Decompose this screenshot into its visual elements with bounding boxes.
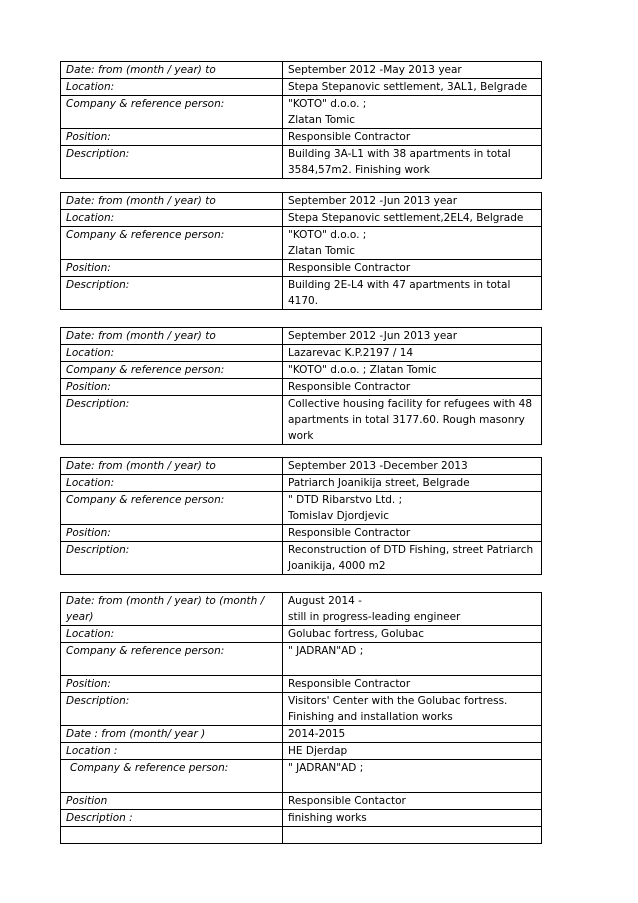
field-label-text: Description: bbox=[66, 695, 130, 707]
field-label-text: Position bbox=[66, 795, 108, 807]
table-row bbox=[61, 810, 542, 827]
table-row bbox=[61, 525, 542, 542]
table-row bbox=[61, 146, 542, 179]
field-value-line: Golubac fortress, Golubac bbox=[288, 628, 425, 640]
field-value bbox=[283, 227, 542, 260]
field-value bbox=[283, 492, 542, 525]
table-row bbox=[61, 193, 542, 210]
table-row bbox=[61, 593, 542, 626]
field-value bbox=[283, 676, 542, 693]
table-row bbox=[61, 396, 542, 445]
field-label bbox=[61, 210, 283, 227]
field-label bbox=[61, 193, 283, 210]
field-value bbox=[283, 379, 542, 396]
field-label bbox=[61, 379, 283, 396]
table-row bbox=[61, 345, 542, 362]
field-label-text: Position: bbox=[66, 262, 111, 274]
field-value bbox=[283, 475, 542, 492]
table-row bbox=[61, 379, 542, 396]
field-value-line: September 2012 -May 2013 year bbox=[288, 64, 462, 76]
field-label bbox=[61, 129, 283, 146]
field-label bbox=[61, 793, 283, 810]
field-value-line: Responsible Contractor bbox=[288, 678, 411, 690]
table-row bbox=[61, 96, 542, 129]
table-row bbox=[61, 328, 542, 345]
experience-table bbox=[60, 592, 542, 844]
field-label-text: Company & reference person: bbox=[66, 229, 225, 241]
field-value-line: September 2012 -Jun 2013 year bbox=[288, 330, 458, 342]
field-value bbox=[283, 79, 542, 96]
table-row bbox=[61, 626, 542, 643]
field-label-text: Position: bbox=[66, 131, 111, 143]
field-label bbox=[61, 146, 283, 179]
field-value-line: 4170. bbox=[288, 295, 319, 307]
table-row bbox=[61, 362, 542, 379]
field-value-line: Reconstruction of DTD Fishing, street Patriarch bbox=[288, 544, 534, 556]
field-label-text: year) bbox=[66, 611, 94, 623]
field-label bbox=[61, 260, 283, 277]
table-row bbox=[61, 79, 542, 96]
field-label bbox=[61, 525, 283, 542]
field-value-line: " DTD Ribarstvo Ltd. ; bbox=[288, 494, 403, 506]
field-label bbox=[61, 726, 283, 743]
table-row bbox=[61, 492, 542, 525]
field-label-text: Date : from (month/ year ) bbox=[66, 728, 206, 740]
field-value bbox=[283, 593, 542, 626]
field-label bbox=[61, 227, 283, 260]
table-row bbox=[61, 129, 542, 146]
field-value bbox=[283, 827, 542, 844]
field-value bbox=[283, 810, 542, 827]
field-label-text: Company & reference person: bbox=[70, 762, 229, 774]
field-value-line: Responsible Contractor bbox=[288, 527, 411, 539]
field-label bbox=[61, 676, 283, 693]
field-label bbox=[61, 760, 283, 793]
field-value bbox=[283, 328, 542, 345]
field-label-text: Date: from (month / year) to bbox=[66, 460, 216, 472]
field-value-line: Lazarevac K.P.2197 / 14 bbox=[288, 347, 414, 359]
field-label bbox=[61, 328, 283, 345]
table-row bbox=[61, 643, 542, 676]
field-value-line: Building 3A-L1 with 38 apartments in total bbox=[288, 148, 511, 160]
table-row bbox=[61, 475, 542, 492]
field-label-text: Date: from (month / year) to bbox=[66, 195, 216, 207]
table-row bbox=[61, 726, 542, 743]
field-value-line: 2014-2015 bbox=[288, 728, 346, 740]
field-value bbox=[283, 62, 542, 79]
field-label bbox=[61, 345, 283, 362]
table-row bbox=[61, 277, 542, 310]
field-value-line: Responsible Contractor bbox=[288, 262, 411, 274]
table-row bbox=[61, 458, 542, 475]
field-value-line: Zlatan Tomic bbox=[288, 245, 356, 257]
table-row bbox=[61, 793, 542, 810]
field-value-line: " JADRAN"AD ; bbox=[288, 762, 364, 774]
field-value-line: finishing works bbox=[288, 812, 367, 824]
experience-table bbox=[60, 61, 542, 179]
table-row bbox=[61, 260, 542, 277]
field-value bbox=[283, 760, 542, 793]
field-value-line bbox=[288, 827, 536, 843]
field-value-line: Stepa Stepanovic settlement,2EL4, Belgrade bbox=[288, 212, 524, 224]
field-value-line: Zlatan Tomic bbox=[288, 114, 356, 126]
field-label bbox=[61, 643, 283, 676]
field-label-text: Description: bbox=[66, 544, 130, 556]
field-label-text: Position: bbox=[66, 527, 111, 539]
experience-table bbox=[60, 192, 542, 310]
field-value bbox=[283, 129, 542, 146]
field-label bbox=[61, 542, 283, 575]
field-value bbox=[283, 193, 542, 210]
field-label bbox=[61, 810, 283, 827]
field-value bbox=[283, 146, 542, 179]
field-value-line: "KOTO" d.o.o. ; bbox=[288, 229, 367, 241]
field-value-line: Visitors' Center with the Golubac fortress. bbox=[288, 695, 508, 707]
field-value-line: 3584,57m2. Finishing work bbox=[288, 164, 430, 176]
field-value-line: Patriarch Joanikija street, Belgrade bbox=[288, 477, 470, 489]
field-value bbox=[283, 726, 542, 743]
field-value bbox=[283, 345, 542, 362]
table-row bbox=[61, 542, 542, 575]
field-value-line: Tomislav Djordjevic bbox=[288, 510, 390, 522]
field-value-line: September 2012 -Jun 2013 year bbox=[288, 195, 458, 207]
experience-table bbox=[60, 327, 542, 445]
field-label-text: Position: bbox=[66, 381, 111, 393]
field-value-line: still in progress-leading engineer bbox=[288, 611, 461, 623]
field-value-line: Building 2E-L4 with 47 apartments in total bbox=[288, 279, 511, 291]
field-label-text: Location : bbox=[66, 745, 118, 757]
field-value bbox=[283, 277, 542, 310]
experience-table bbox=[60, 457, 542, 575]
field-label-text: Description: bbox=[66, 398, 130, 410]
table-row bbox=[61, 827, 542, 844]
field-label-text: Description: bbox=[66, 148, 130, 160]
field-label bbox=[61, 362, 283, 379]
field-label bbox=[61, 743, 283, 760]
field-value-line: HE Djerdap bbox=[288, 745, 348, 757]
table-row bbox=[61, 693, 542, 726]
field-label bbox=[61, 593, 283, 626]
field-label bbox=[61, 626, 283, 643]
field-value-line: August 2014 - bbox=[288, 595, 362, 607]
field-value bbox=[283, 525, 542, 542]
field-value bbox=[283, 643, 542, 676]
field-label-text: Date: from (month / year) to bbox=[66, 64, 216, 76]
table-row bbox=[61, 743, 542, 760]
field-value-line: "KOTO" d.o.o. ; bbox=[288, 98, 367, 110]
table-row bbox=[61, 227, 542, 260]
field-value-line: Responsible Contactor bbox=[288, 795, 406, 807]
field-value-line: Responsible Contractor bbox=[288, 381, 411, 393]
field-label bbox=[61, 827, 283, 844]
field-value bbox=[283, 793, 542, 810]
field-label-text bbox=[66, 827, 277, 843]
field-label bbox=[61, 475, 283, 492]
table-row bbox=[61, 760, 542, 793]
field-value-line: Stepa Stepanovic settlement, 3AL1, Belgrade bbox=[288, 81, 528, 93]
field-label-text: Date: from (month / year) to bbox=[66, 330, 216, 342]
field-value-line: " JADRAN"AD ; bbox=[288, 645, 364, 657]
table-row bbox=[61, 210, 542, 227]
table-row bbox=[61, 62, 542, 79]
field-value-line: Finishing and installation works bbox=[288, 711, 453, 723]
field-value bbox=[283, 458, 542, 475]
field-value bbox=[283, 210, 542, 227]
field-label bbox=[61, 396, 283, 445]
field-label-text: Position: bbox=[66, 678, 111, 690]
field-value-line: apartments in total 3177.60. Rough masonry bbox=[288, 414, 525, 426]
field-value-line bbox=[288, 659, 536, 675]
field-value-line: Joanikija, 4000 m2 bbox=[288, 560, 386, 572]
field-label bbox=[61, 96, 283, 129]
field-value-line bbox=[288, 776, 536, 792]
field-label-text: Company & reference person: bbox=[66, 98, 225, 110]
field-value bbox=[283, 260, 542, 277]
field-label-text: Date: from (month / year) to (month / bbox=[66, 595, 265, 607]
field-label-text: Description: bbox=[66, 279, 130, 291]
field-label-text: Company & reference person: bbox=[66, 494, 225, 506]
field-value bbox=[283, 542, 542, 575]
field-label bbox=[61, 458, 283, 475]
field-value bbox=[283, 362, 542, 379]
field-value bbox=[283, 743, 542, 760]
field-label bbox=[61, 693, 283, 726]
field-value bbox=[283, 626, 542, 643]
field-value-line: "KOTO" d.o.o. ; Zlatan Tomic bbox=[288, 364, 437, 376]
table-row bbox=[61, 676, 542, 693]
field-label-text: Location: bbox=[66, 628, 115, 640]
field-label-text: Location: bbox=[66, 81, 115, 93]
field-label bbox=[61, 79, 283, 96]
field-label-text: Location: bbox=[66, 477, 115, 489]
field-value-line: work bbox=[288, 430, 314, 442]
field-label bbox=[61, 62, 283, 79]
field-label-text: Location: bbox=[66, 212, 115, 224]
field-value bbox=[283, 693, 542, 726]
field-label-text: Company & reference person: bbox=[66, 645, 225, 657]
field-value-line: Responsible Contractor bbox=[288, 131, 411, 143]
field-label-text: Description : bbox=[66, 812, 133, 824]
field-value bbox=[283, 396, 542, 445]
field-label-text: Location: bbox=[66, 347, 115, 359]
field-label-text: Company & reference person: bbox=[66, 364, 225, 376]
field-value bbox=[283, 96, 542, 129]
field-label bbox=[61, 492, 283, 525]
field-value-line: Collective housing facility for refugees with 48 bbox=[288, 398, 533, 410]
field-value-line: September 2013 -December 2013 bbox=[288, 460, 468, 472]
field-label bbox=[61, 277, 283, 310]
